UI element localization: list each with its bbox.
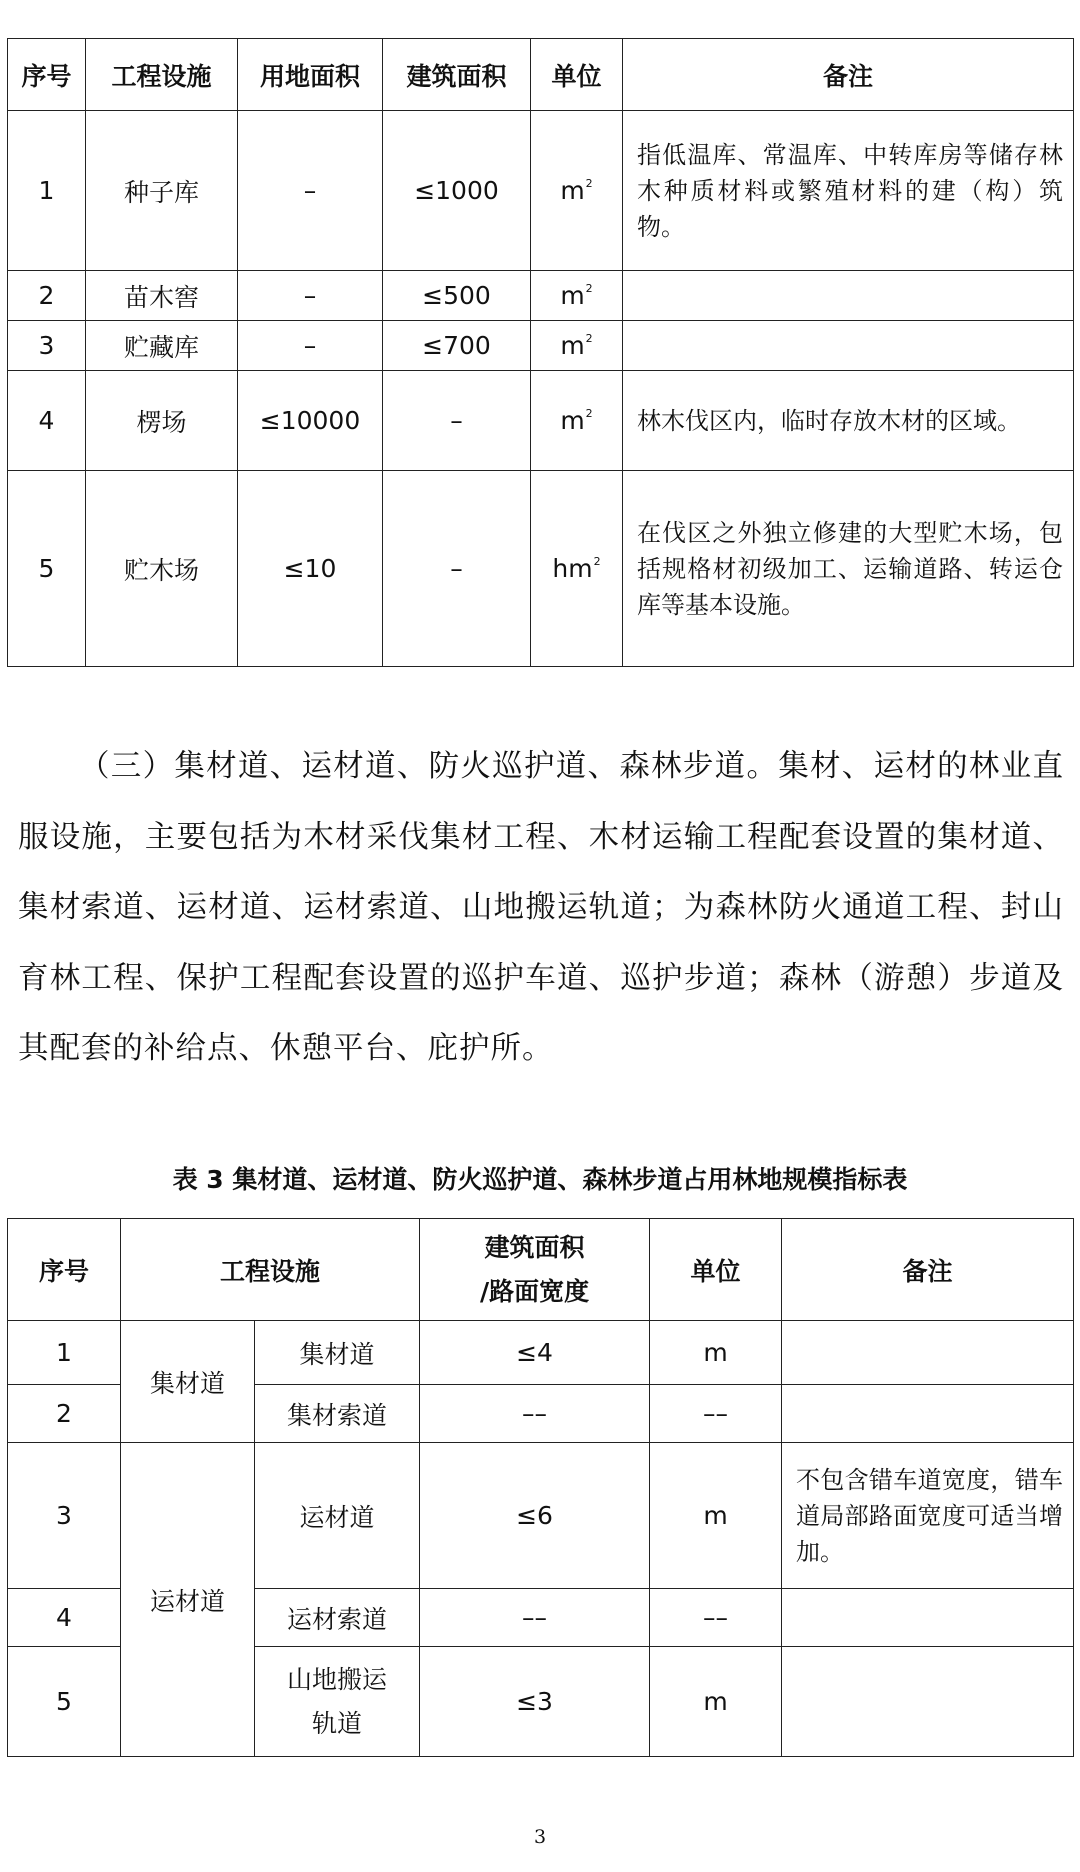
unit-superscript: 2 — [593, 555, 601, 568]
row-note: 指低温库、常温库、中转库房等储存林木种质材料或繁殖材料的建（构）筑物。 — [623, 111, 1074, 271]
row-building-area: – — [383, 371, 531, 471]
row-item: 集材索道 — [255, 1385, 420, 1443]
row-land-area: ≤10 — [238, 471, 383, 667]
row-building-area: ≤1000 — [383, 111, 531, 271]
unit-base: hm — [552, 554, 593, 583]
row-note: 林木伐区内，临时存放木材的区域。 — [623, 371, 1074, 471]
road-scale-table — [7, 1218, 1074, 1757]
group-label: 集材道 — [121, 1321, 255, 1443]
row-value: ≤4 — [420, 1321, 650, 1385]
row-no: 4 — [8, 371, 86, 471]
table-row — [8, 111, 1074, 271]
table-header-row — [8, 1219, 1074, 1321]
header-area-width — [420, 1219, 650, 1321]
row-unit: m — [650, 1321, 782, 1385]
row-building-area: ≤500 — [383, 271, 531, 321]
row-note — [623, 321, 1074, 371]
row-value: ≤3 — [420, 1647, 650, 1757]
header-area-line2: /路面宽度 — [479, 1276, 590, 1306]
row-unit: m — [650, 1443, 782, 1589]
unit-base: m — [560, 406, 585, 435]
table-header-row — [8, 39, 1074, 111]
header-land-area: 用地面积 — [238, 39, 383, 111]
header-no: 序号 — [8, 1219, 121, 1321]
row-note: 在伐区之外独立修建的大型贮木场，包括规格材初级加工、运输道路、转运仓库等基本设施。 — [623, 471, 1074, 667]
row-value: ≤6 — [420, 1443, 650, 1589]
table-row — [8, 1443, 1074, 1589]
row-unit — [531, 471, 623, 667]
row-land-area: – — [238, 111, 383, 271]
row-facility: 楞场 — [86, 371, 238, 471]
page-number: 3 — [533, 1826, 547, 1848]
row-building-area: – — [383, 471, 531, 667]
row-unit — [531, 111, 623, 271]
header-building-area: 建筑面积 — [383, 39, 531, 111]
row-note — [623, 271, 1074, 321]
table-row — [8, 1321, 1074, 1385]
header-note: 备注 — [782, 1219, 1074, 1321]
header-no: 序号 — [8, 39, 86, 111]
row-no: 1 — [8, 1321, 121, 1385]
unit-base: m — [560, 176, 585, 205]
header-facility: 工程设施 — [121, 1219, 420, 1321]
row-item-text: 山地搬运轨道 — [287, 1664, 388, 1738]
row-item: 运材道 — [255, 1443, 420, 1589]
row-item: 运材索道 — [255, 1589, 420, 1647]
table-row — [8, 471, 1074, 667]
row-building-area: ≤700 — [383, 321, 531, 371]
row-land-area: ≤10000 — [238, 371, 383, 471]
table-row — [8, 321, 1074, 371]
row-no: 1 — [8, 111, 86, 271]
row-facility: 贮木场 — [86, 471, 238, 667]
table3-title: 表 3 集材道、运材道、防火巡护道、森林步道占用林地规模指标表 — [172, 1165, 908, 1194]
unit-base: m — [560, 281, 585, 310]
row-facility: 苗木窖 — [86, 271, 238, 321]
row-note — [782, 1647, 1074, 1757]
header-unit: 单位 — [650, 1219, 782, 1321]
row-unit: –– — [650, 1385, 782, 1443]
row-value: –– — [420, 1589, 650, 1647]
facility-table — [7, 38, 1074, 667]
unit-superscript: 2 — [585, 282, 593, 295]
group-label: 运材道 — [121, 1443, 255, 1757]
header-note: 备注 — [623, 39, 1074, 111]
row-no: 4 — [8, 1589, 121, 1647]
table-row — [8, 271, 1074, 321]
table-row — [8, 371, 1074, 471]
row-no: 2 — [8, 271, 86, 321]
row-no: 2 — [8, 1385, 121, 1443]
row-unit: m — [650, 1647, 782, 1757]
header-area-line1: 建筑面积 — [484, 1232, 585, 1262]
row-note — [782, 1589, 1074, 1647]
row-facility: 种子库 — [86, 111, 238, 271]
header-unit: 单位 — [531, 39, 623, 111]
row-no: 3 — [8, 321, 86, 371]
row-note — [782, 1385, 1074, 1443]
row-value: –– — [420, 1385, 650, 1443]
row-land-area: – — [238, 321, 383, 371]
row-note — [782, 1321, 1074, 1385]
row-no: 5 — [8, 1647, 121, 1757]
unit-superscript: 2 — [585, 407, 593, 420]
header-facility: 工程设施 — [86, 39, 238, 111]
row-no: 5 — [8, 471, 86, 667]
row-note: 不包含错车道宽度，错车道局部路面宽度可适当增加。 — [782, 1443, 1074, 1589]
row-land-area: – — [238, 271, 383, 321]
row-unit: –– — [650, 1589, 782, 1647]
row-no: 3 — [8, 1443, 121, 1589]
row-unit — [531, 321, 623, 371]
row-unit — [531, 371, 623, 471]
row-unit — [531, 271, 623, 321]
row-item: 集材道 — [255, 1321, 420, 1385]
row-facility: 贮藏库 — [86, 321, 238, 371]
unit-superscript: 2 — [585, 177, 593, 190]
section-paragraph: （三）集材道、运材道、防火巡护道、森林步道。集材、运材的林业直服设施，主要包括为木材采伐集材工程、木材运输工程配套设置的集材道、集材索道、运材道、运材索道、山地搬运轨道；为森林防火通道工程、封山育林工程、保护工程配套设置的巡护车道、巡护步道；森林（游憩）步道及其配套的补给点、休憩平台、庇护所。 — [18, 749, 1064, 1066]
row-item — [255, 1647, 420, 1757]
unit-base: m — [560, 331, 585, 360]
unit-superscript: 2 — [585, 332, 593, 345]
